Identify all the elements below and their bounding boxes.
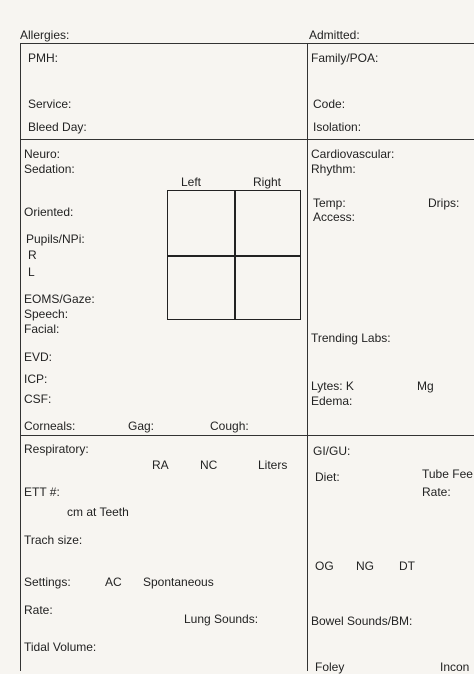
gag-label: Gag: — [128, 419, 155, 433]
settings-label: Settings: — [24, 575, 71, 589]
foley-label: Foley — [315, 660, 345, 674]
top-rule — [20, 43, 474, 44]
tidal-volume-label: Tidal Volume: — [24, 640, 97, 654]
sedation-label: Sedation: — [24, 162, 75, 176]
lung-sounds-label: Lung Sounds: — [184, 612, 259, 626]
pmh-label: PMH: — [28, 51, 58, 65]
eoms-label: EOMS/Gaze: — [24, 292, 95, 306]
trach-size-label: Trach size: — [24, 533, 83, 547]
ac-label: AC — [105, 575, 122, 589]
bleed-day-label: Bleed Day: — [28, 120, 87, 134]
admitted-label: Admitted: — [309, 28, 360, 42]
allergies-label: Allergies: — [20, 28, 70, 42]
ra-label: RA — [152, 458, 169, 472]
neuro-label: Neuro: — [24, 147, 61, 161]
code-label: Code: — [313, 97, 346, 111]
diet-label: Diet: — [315, 470, 340, 484]
speech-label: Speech: — [24, 307, 69, 321]
respiratory-label: Respiratory: — [24, 442, 89, 456]
evd-label: EVD: — [24, 350, 53, 364]
left-border — [20, 43, 21, 671]
incont-label: Incon — [440, 660, 470, 674]
cardiovascular-label: Cardiovascular: — [311, 147, 395, 161]
mg-label: Mg — [417, 379, 434, 393]
spontaneous-label: Spontaneous — [143, 575, 214, 589]
rhythm-label: Rhythm: — [311, 162, 356, 176]
pupil-grid — [167, 190, 301, 320]
dt-label: DT — [399, 559, 415, 573]
family-poa-label: Family/POA: — [311, 51, 379, 65]
cm-at-teeth-label: cm at Teeth — [67, 505, 129, 519]
corneals-label: Corneals: — [24, 419, 76, 433]
center-divider — [307, 43, 308, 671]
access-label: Access: — [313, 210, 356, 224]
pupil-l-label: L — [28, 265, 35, 279]
service-label: Service: — [28, 97, 72, 111]
isolation-label: Isolation: — [313, 120, 362, 134]
ng-label: NG — [356, 559, 374, 573]
icp-label: ICP: — [24, 372, 48, 386]
drips-label: Drips: — [428, 196, 460, 210]
og-label: OG — [315, 559, 334, 573]
section-divider-1 — [20, 139, 474, 140]
oriented-label: Oriented: — [24, 205, 74, 219]
pupil-left-label: Left — [181, 175, 202, 189]
csf-label: CSF: — [24, 392, 52, 406]
tube-feed-label: Tube Fee — [422, 467, 473, 481]
edema-label: Edema: — [311, 394, 353, 408]
trending-labs-label: Trending Labs: — [311, 331, 391, 345]
nc-label: NC — [200, 458, 218, 472]
ett-label: ETT #: — [24, 485, 60, 499]
temp-label: Temp: — [313, 196, 346, 210]
lytes-label: Lytes: K — [311, 379, 354, 393]
gi-gu-label: GI/GU: — [313, 444, 351, 458]
bowel-sounds-label: Bowel Sounds/BM: — [311, 614, 413, 628]
section-divider-2 — [20, 435, 474, 436]
tube-feed-rate-label: Rate: — [422, 485, 451, 499]
facial-label: Facial: — [24, 322, 60, 336]
pupil-right-label: Right — [253, 175, 282, 189]
cough-label: Cough: — [210, 419, 249, 433]
liters-label: Liters — [258, 458, 288, 472]
pupil-r-label: R — [28, 248, 37, 262]
pupil-grid-horizontal — [168, 255, 300, 257]
pupils-label: Pupils/NPi: — [26, 232, 85, 246]
rate-label: Rate: — [24, 603, 53, 617]
